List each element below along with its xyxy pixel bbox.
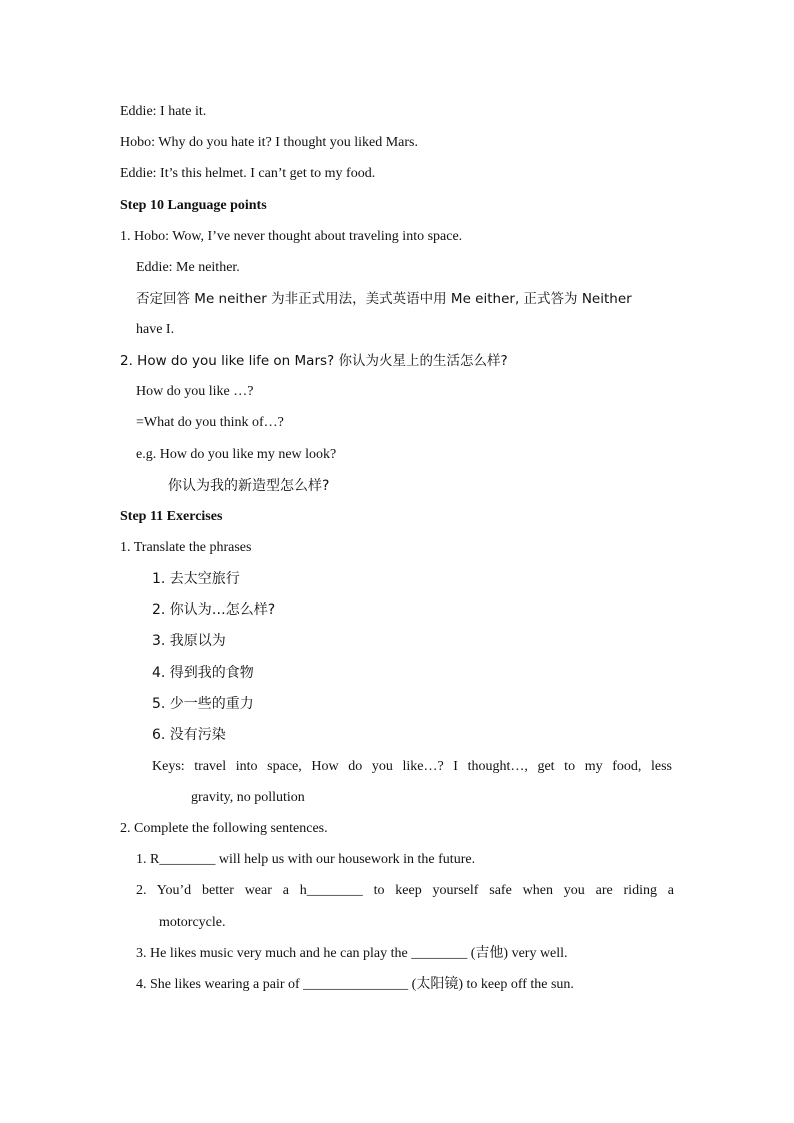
ex2-title: 2. Complete the following sentences.	[120, 821, 328, 836]
lp2-line2: How do you like …?	[136, 384, 254, 399]
ex1-item: 1. 去太空旅行	[152, 571, 240, 587]
step10-heading: Step 10 Language points	[120, 198, 267, 213]
lp1-line2: Eddie: Me neither.	[136, 260, 240, 275]
ex1-item: 3. 我原以为	[152, 633, 226, 649]
lp1-line1: 1. Hobo: Wow, I’ve never thought about traveling into space.	[120, 229, 463, 244]
step11-heading: Step 11 Exercises	[120, 509, 223, 524]
lp1-note-line2: have I.	[136, 322, 175, 337]
ex2-sentence-1: 1. R________ will help us with our housework in the future.	[136, 852, 476, 867]
dialog-line-1: Eddie: I hate it.	[120, 104, 207, 119]
ex2-sentence-3: 3. He likes music very much and he can play the ________ (吉他) very well.	[136, 946, 568, 961]
ex1-item: 4. 得到我的食物	[152, 665, 254, 681]
lp2-line5: 你认为我的新造型怎么样?	[168, 478, 330, 494]
lp2-line1: 2. How do you like life on Mars? 你认为火星上的生活怎么样?	[120, 353, 508, 369]
ex2-sentence-2a: 2. You’d better wear a h________ to keep yourself safe when you are riding a	[136, 883, 674, 898]
lp2-line4: e.g. How do you like my new look?	[136, 447, 337, 462]
ex1-title: 1. Translate the phrases	[120, 540, 252, 555]
ex1-item: 6. 没有污染	[152, 727, 226, 743]
ex1-keys-line1: Keys: travel into space, How do you like…? I thought…, get to my food, less	[152, 759, 672, 774]
dialog-line-2: Hobo: Why do you hate it? I thought you liked Mars.	[120, 135, 418, 150]
ex2-sentence-4: 4. She likes wearing a pair of _______________ (太阳镜) to keep off the sun.	[136, 977, 574, 992]
lp2-line3: =What do you think of…?	[136, 415, 284, 430]
dialog-line-3: Eddie: It’s this helmet. I can’t get to my food.	[120, 166, 376, 181]
ex1-item: 2. 你认为…怎么样?	[152, 602, 276, 618]
ex1-item: 5. 少一些的重力	[152, 696, 254, 712]
ex2-sentence-2b: motorcycle.	[159, 915, 226, 930]
lp1-note-line1: 否定回答 Me neither 为非正式用法，美式英语中用 Me either, 正式答为 Neither	[136, 291, 632, 307]
ex1-keys-line2: gravity, no pollution	[191, 790, 305, 805]
